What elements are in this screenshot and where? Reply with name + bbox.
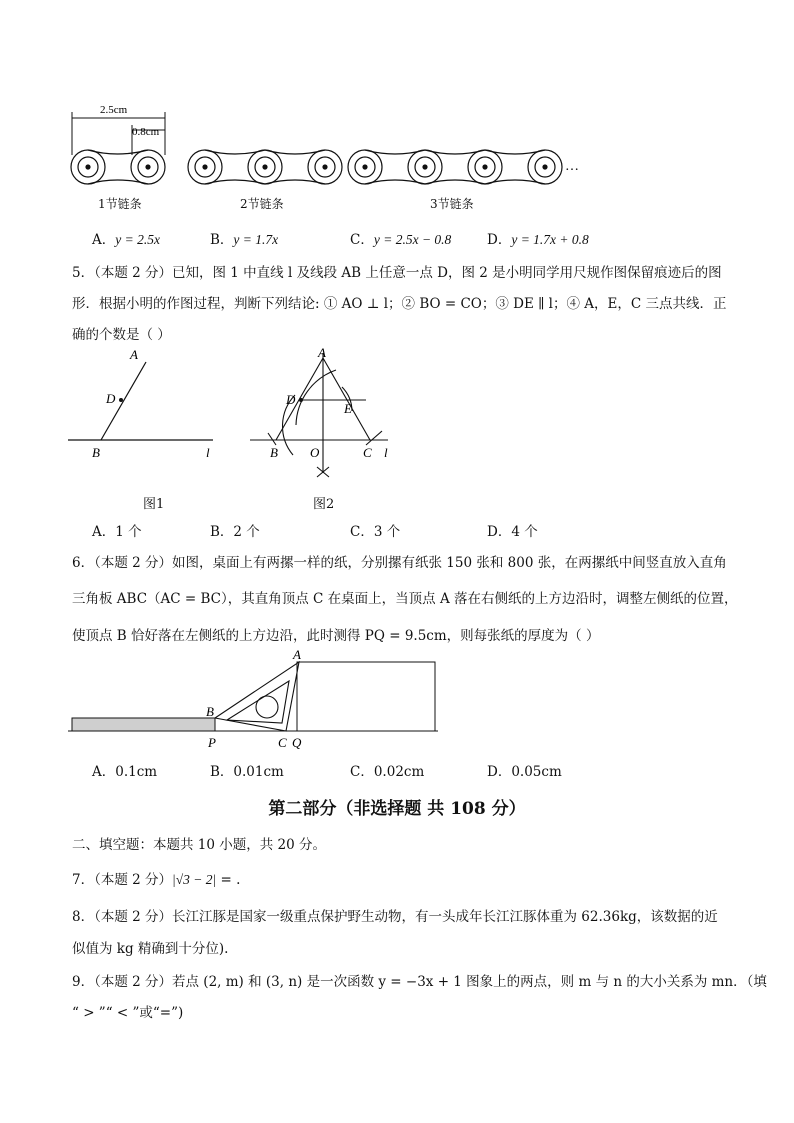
fig2-label-b: B [270, 445, 278, 460]
chain-caption-2: 2节链条 [240, 197, 284, 211]
q7-expression: |√3 − 2| [172, 872, 217, 887]
triangle-ruler [215, 662, 299, 731]
q4-option-d[interactable]: D．y = 1.7x + 0.8 [487, 232, 589, 248]
chain-caption-1: 1节链条 [98, 197, 142, 211]
fig2-label-c: C [363, 445, 372, 460]
right-paper-stack [297, 662, 435, 731]
q6-option-d[interactable]: D．0.05cm [487, 764, 562, 780]
q5-option-a[interactable]: A．1 个 [92, 524, 142, 540]
q6-option-c[interactable]: C．0.02cm [350, 764, 425, 780]
q5-stem-line-1: 5．（本题 2 分）已知，图 1 中直线 l 及线段 AB 上任意一点 D，图 2 是小明同学用尺规作图保留痕迹后的图 [72, 265, 722, 281]
dimension-gap-label: 0.8cm [132, 126, 160, 138]
q6-stem-line-3: 使顶点 B 恰好落在左侧纸的上方边沿，此时测得 PQ = 9.5cm，则每张纸的厚度为（ ） [72, 628, 600, 644]
q4-option-a[interactable]: A．y = 2.5x [92, 232, 160, 248]
q5-figure-1 [68, 345, 228, 465]
q4-option-c[interactable]: C．y = 2.5x − 0.8 [350, 232, 452, 248]
q6-option-b[interactable]: B．0.01cm [210, 764, 284, 780]
fig2-label-l: l [384, 445, 388, 460]
q9-line-1: 9．（本题 2 分）若点 (2, m) 和 (3, n) 是一次函数 y = −3x + 1 图象上的两点，则 m 与 n 的大小关系为 mn．（填 [72, 974, 767, 990]
fig1-label-l: l [206, 445, 210, 460]
q6-stem-line-2: 三角板 ABC（AC = BC），其直角顶点 C 在桌面上，当顶点 A 落在右侧纸的上方边沿时，调整左侧纸的位置， [72, 591, 738, 607]
q6-label-p: P [208, 735, 216, 750]
q7-line [72, 868, 240, 888]
q6-label-b: B [206, 704, 214, 719]
q6-label-c: C [278, 735, 287, 750]
q7-prefix: 7．（本题 2 分） [72, 872, 173, 888]
q7-suffix: = . [216, 872, 241, 888]
q4-option-b[interactable]: B．y = 1.7x [210, 232, 279, 248]
q5-figure-2 [248, 345, 408, 485]
q8-line-1: 8．（本题 2 分）长江江豚是国家一级重点保护野生动物，有一头成年长江江豚体重为 62.36kg，该数据的近 [72, 909, 718, 925]
fig1-label-d: D [106, 391, 116, 406]
chain-figure [60, 100, 620, 220]
fill-in-intro: 二、填空题：本题共 10 小题，共 20 分。 [72, 837, 327, 853]
q5-stem-line-2: 形．根据小明的作图过程，判断下列结论: ① AO ⊥ l；② BO = CO；③ DE ∥ l；④ A，E，C 三点共线．正 [72, 296, 727, 312]
q6-label-a: A [293, 647, 301, 662]
left-paper-stack [72, 718, 215, 731]
dimension-total-label: 2.5cm [100, 104, 128, 116]
fig2-label-d: D [286, 392, 296, 407]
q5-stem-line-3: 确的个数是（ ） [72, 327, 171, 343]
fig2-label-o: O [310, 445, 320, 460]
chain-2-links [188, 150, 342, 184]
q8-line-2: 似值为 kg 精确到十分位). [72, 941, 229, 957]
q5-option-c[interactable]: C．3 个 [350, 524, 401, 540]
q6-option-a[interactable]: A．0.1cm [92, 764, 158, 780]
q9-line-2: “ > ”“ < ”或“=”) [72, 1005, 184, 1021]
q6-label-q: Q [292, 735, 302, 750]
fig1-label-b: B [92, 445, 100, 460]
q5-fig1-caption: 图1 [143, 497, 165, 512]
chain-ellipsis: … [565, 159, 579, 174]
q5-option-b[interactable]: B．2 个 [210, 524, 260, 540]
fig1-label-a: A [130, 347, 138, 362]
part2-heading: 第二部分（非选择题 共 108 分） [268, 799, 526, 819]
q5-fig2-caption: 图2 [313, 497, 335, 512]
chain-1-link [71, 150, 165, 184]
q5-option-d[interactable]: D．4 个 [487, 524, 538, 540]
fig2-label-a: A [318, 345, 326, 360]
chain-caption-3: 3节链条 [430, 197, 474, 211]
chain-3-links [348, 150, 562, 184]
fig2-label-e: E [344, 401, 352, 416]
q6-figure [68, 645, 448, 755]
q6-stem-line-1: 6．（本题 2 分）如图，桌面上有两摞一样的纸，分别摞有纸张 150 张和 800 张，在两摞纸中间竖直放入直角 [72, 555, 727, 571]
